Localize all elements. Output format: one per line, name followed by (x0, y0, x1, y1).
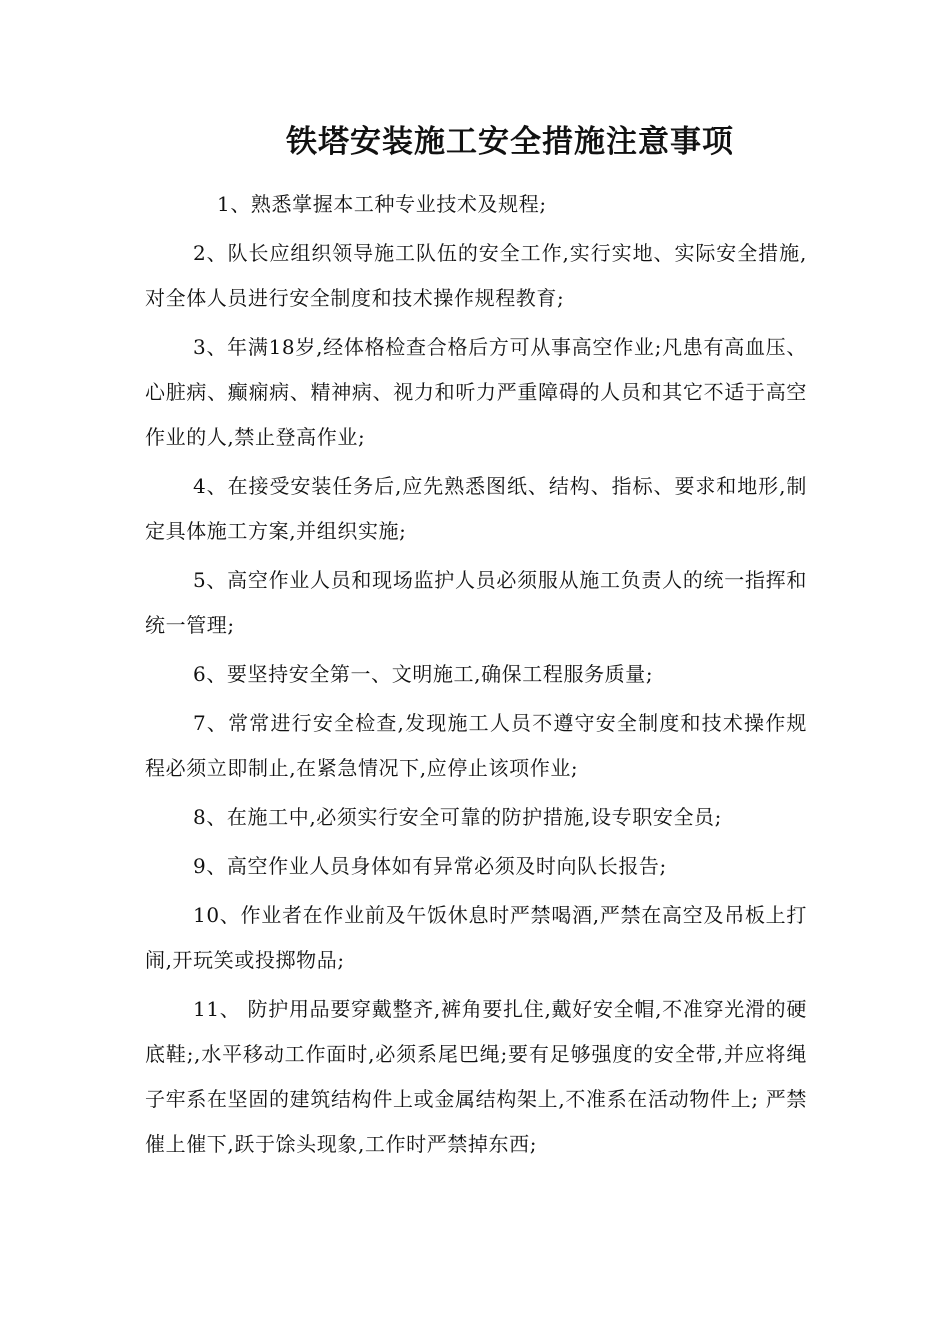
paragraph-item-4: 4、在接受安装任务后,应先熟悉图纸、结构、指标、要求和地形,制定具体施工方案,并组织实施; (145, 474, 807, 543)
paragraph-item-7: 7、常常进行安全检查,发现施工人员不遵守安全制度和技术操作规程必须立即制止,在紧急情况下,应停止该项作业; (145, 711, 807, 780)
paragraph-item-10: 10、作业者在作业前及午饭休息时严禁喝酒,严禁在高空及吊板上打闹,开玩笑或投掷物品; (145, 903, 807, 972)
paragraph-item-9: 9、高空作业人员身体如有异常必须及时向队长报告; (193, 854, 667, 878)
document-title: 铁塔安装施工安全措施注意事项 (286, 124, 734, 160)
paragraph-item-2: 2、队长应组织领导施工队伍的安全工作,实行实地、实际安全措施,对全体人员进行安全制度和技术操作规程教育; (145, 241, 807, 310)
paragraph-item-8: 8、在施工中,必须实行安全可靠的防护措施,设专职安全员; (193, 805, 722, 829)
paragraph-item-11: 11、 防护用品要穿戴整齐,裤角要扎住,戴好安全帽,不准穿光滑的硬底鞋;,水平移动工作面时,必须系尾巴绳;要有足够强度的安全带,并应将绳子牢系在坚固的建筑结构件上或金属结构架上,不准系在活动物件上; 严禁催上催下,跃于馀头现象,工作时严禁掉东西; (145, 997, 807, 1156)
paragraph-item-5: 5、高空作业人员和现场监护人员必须服从施工负责人的统一指挥和统一管理; (145, 568, 807, 637)
paragraph-item-6: 6、要坚持安全第一、文明施工,确保工程服务质量; (193, 662, 654, 686)
paragraph-item-1: 1、熟悉掌握本工种专业技术及规程; (217, 192, 547, 216)
paragraph-item-3: 3、年满18岁,经体格检查合格后方可从事高空作业;凡患有高血压、心脏病、癫痫病、精神病、视力和听力严重障碍的人员和其它不适于高空作业的人,禁止登高作业; (145, 335, 807, 449)
document-body (145, 182, 807, 1167)
